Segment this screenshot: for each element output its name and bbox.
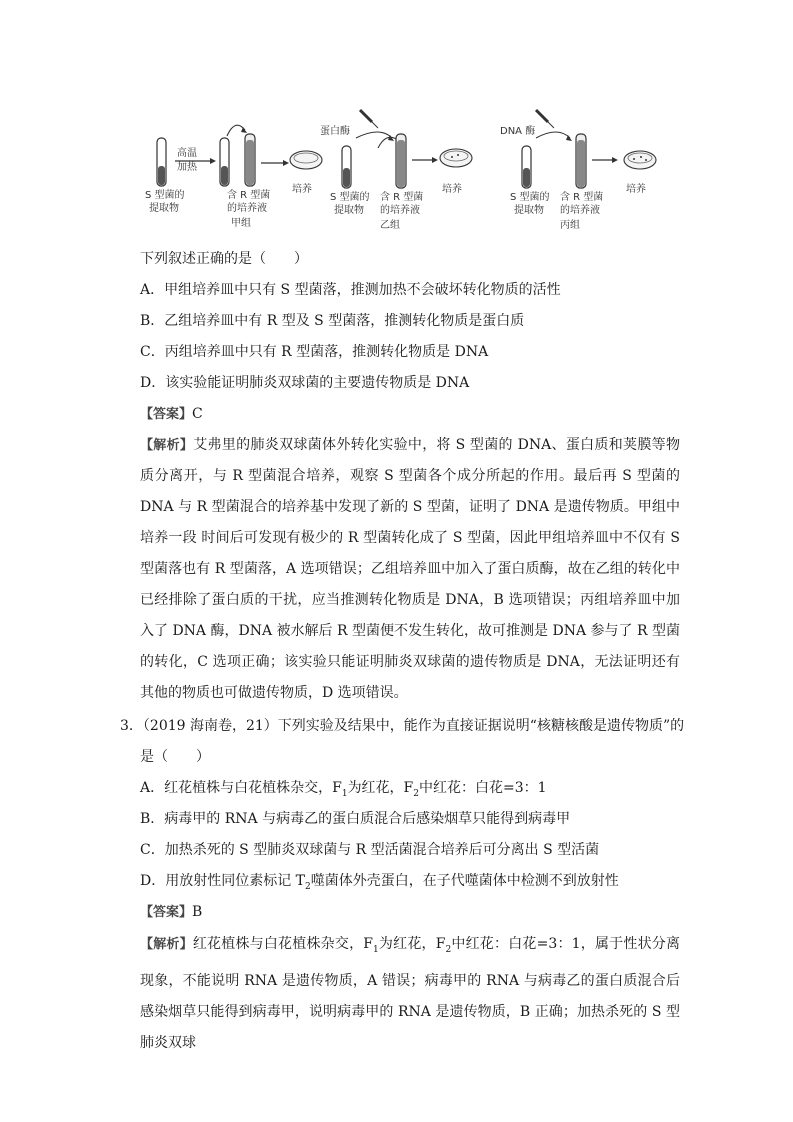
q2-option-a: A．甲组培养皿中只有 S 型菌落，推测加热不会破坏转化物质的活性 <box>140 282 561 298</box>
group-jia <box>135 108 322 229</box>
q2-analysis <box>120 430 680 709</box>
q3-option-a: A．红花植株与白花植株杂交，$F_1$为红花，$F_2$中红花：白花=3：1 <box>140 780 547 799</box>
experiment-diagram <box>135 108 675 238</box>
culture-label-3: 培养 <box>626 184 646 195</box>
extract-label-1a: S 型菌的 <box>145 190 185 201</box>
answer-tag: 【答案】 <box>140 407 193 422</box>
analysis-tag: 【解析】 <box>140 438 194 453</box>
culture-label-2: 培养 <box>442 184 462 195</box>
extract-label-2b: 提取物 <box>334 205 364 216</box>
q2-option-d: D．该实验能证明肺炎双球菌的主要遗传物质是 DNA <box>140 375 470 391</box>
q3-answer <box>140 902 700 923</box>
answer-tag: 【答案】 <box>140 905 193 920</box>
q2-option-b: B．乙组培养皿中有 R 型及 S 型菌落，推测转化物质是蛋白质 <box>140 313 525 329</box>
medium-label-3b: 的培养液 <box>560 205 600 216</box>
culture-label-1: 培养 <box>292 184 312 195</box>
group-name-2: 乙组 <box>380 220 400 231</box>
group-yi <box>320 110 472 231</box>
extract-label-2a: S 型菌的 <box>330 192 370 203</box>
medium-label-2b: 的培养液 <box>380 205 420 216</box>
q2-answer <box>140 404 700 425</box>
q2-stem: 下列叙述正确的是（ ） <box>140 251 308 267</box>
medium-label-1b: 的培养液 <box>227 203 267 214</box>
step-text-1b: 加热 <box>177 162 197 173</box>
step-text-1a: 高温 <box>177 148 197 159</box>
extract-label-3a: S 型菌的 <box>510 192 550 203</box>
q3-stem-line1: 3．（2019 海南卷，21）下列实验及结果中，能作为直接证据说明“核糖核酸是遗传物质”的 <box>120 718 685 734</box>
medium-label-2a: 含 R 型菌 <box>380 192 424 203</box>
q3-option-c: C．加热杀死的 S 型肺炎双球菌与 R 型活菌混合培养后可分离出 S 型活菌 <box>140 842 600 858</box>
q3-option-b: B．病毒甲的 RNA 与病毒乙的蛋白质混合后感染烟草只能得到病毒甲 <box>140 811 571 827</box>
extract-label-1b: 提取物 <box>149 203 179 214</box>
q3-stem-line2: 是（ ） <box>140 749 210 765</box>
q2-option-c: C．丙组培养皿中只有 R 型菌落，推测转化物质是 DNA <box>140 344 489 360</box>
enzyme-label-2: 蛋白酶 <box>320 126 350 137</box>
analysis-text: 艾弗里的肺炎双球菌体外转化实验中，将 S 型菌的 DNA、蛋白质和荚膜等物质分离开，与 R 型菌混合培养，观察 S 型菌各个成分所起的作用。最后再 S 型菌的 DNA 与 R 型菌混合的培养基中发现了新的 S 型菌，证明了 DNA 是遗传物质。甲组中培养一段 时间后可发现有极少的 R 型菌转化成了 S 型菌，因此甲组培养皿中不仅有 S 型菌落也有 R 型菌落，A 选项错误；乙组培养皿中加入了蛋白质酶，故在乙组的转化中已经排除了蛋白质的干扰，应当推测转化物质是 DNA，B 选项错误；丙组培养皿中加入了 DNA 酶，DNA 被水解后 R 型菌便不发生转化，故可推测是 DNA 参与了 R 型菌的转化，C 选项正确；该实验只能证明肺炎双球菌的遗传物质是 DNA，无法证明还有其他的物质也可做遗传物质，D 选项错误。 <box>140 437 680 701</box>
analysis-tag: 【解析】 <box>140 937 193 952</box>
q3-analysis: 【解析】红花植株与白花植株杂交，$F_1$为红花，$F_2$中红花：白花=3：1，属于性状分离现象，不能说明 RNA 是遗传物质，A 错误；病毒甲的 RNA 与病毒乙的蛋白质混合后感染烟草只能得到病毒甲，说明病毒甲的 RNA 是遗传物质，B 正确；加热杀死的 S 型肺炎双球 <box>140 936 680 1051</box>
dropper-icon <box>536 110 548 122</box>
experiment-figure <box>135 108 675 238</box>
answer-value: C <box>192 406 203 422</box>
medium-label-3a: 含 R 型菌 <box>560 192 604 203</box>
group-name-1: 甲组 <box>231 218 251 229</box>
group-bing <box>500 110 656 231</box>
extract-liquid <box>158 166 165 185</box>
extract-label-3b: 提取物 <box>514 205 544 216</box>
medium-label-1a: 含 R 型菌 <box>227 190 271 201</box>
enzyme-label-3: DNA 酶 <box>500 126 536 137</box>
answer-value: B <box>192 904 203 920</box>
q3-option-d: D．用放射性同位素标记 $T_2$噬菌体外壳蛋白，在子代噬菌体中检测不到放射性 <box>140 873 619 892</box>
dropper-icon <box>360 110 372 122</box>
group-name-3: 丙组 <box>560 220 580 231</box>
